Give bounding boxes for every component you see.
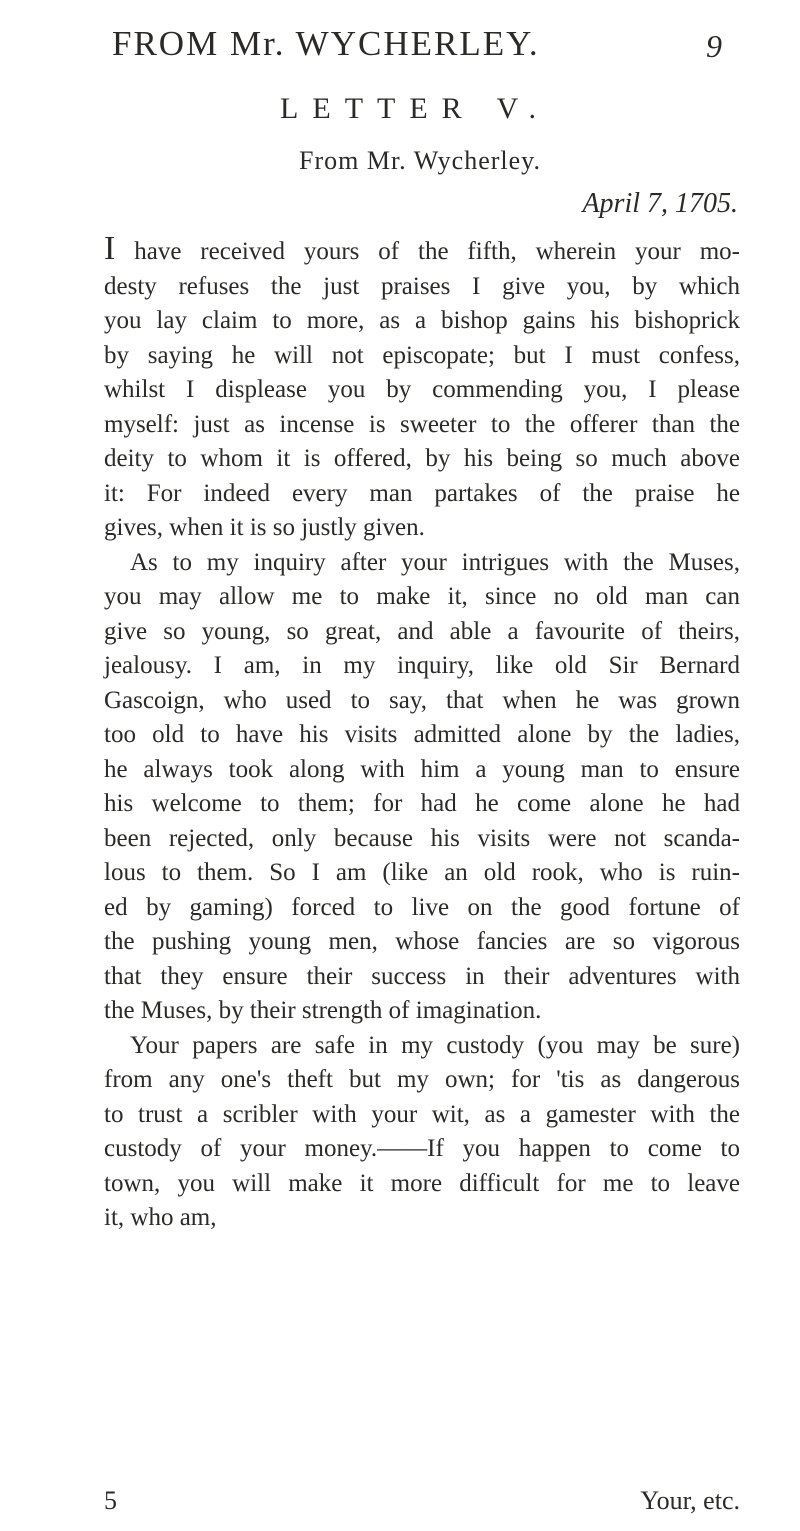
text-line: the Muses, by their strength of imagination.	[104, 997, 542, 1024]
text-line: desty refuses the just praises I give you, by which	[104, 272, 740, 300]
text-line: give so young, so great, and able a favourite of theirs,	[104, 617, 740, 645]
text-line: Your papers are safe in my custody (you may be sure)	[130, 1031, 740, 1059]
text-line: you lay claim to more, as a bishop gains his bishoprick	[104, 307, 740, 334]
letter-date: April 7, 1705.	[582, 188, 738, 219]
signature-mark: 5	[104, 1486, 117, 1515]
text-line: lous to them. So I am (like an old rook, who is ruin-	[104, 859, 740, 886]
text-line: it, who am,	[104, 1204, 217, 1231]
text-line: jealousy. I am, in my inquiry, like old Sir Bernard	[104, 652, 740, 679]
letter-body	[104, 232, 740, 1236]
text-line: gives, when it is so justly given.	[104, 514, 425, 541]
text-line: myself: just as incense is sweeter to the offerer than the	[104, 410, 740, 438]
text-line	[104, 232, 740, 270]
text-line: to trust a scribler with your wit, as a gamester with the	[104, 1100, 740, 1128]
text-line: deity to whom it is offered, by his being so much above	[104, 445, 740, 472]
text-line: from any one's theft but my own; for 'tis as dangerous	[104, 1066, 740, 1093]
text-line: the pushing young men, whose fancies are so vigorous	[104, 928, 740, 955]
drop-cap: I	[104, 230, 116, 267]
text-line: ed by gaming) forced to live on the good fortune of	[104, 893, 740, 921]
letter-from-line: From Mr. Wycherley.	[298, 146, 541, 175]
text-line: his welcome to them; for had he come alone he had	[104, 790, 740, 817]
text-line: town, you will make it more difficult for me to leave	[104, 1169, 740, 1197]
text-line: As to my inquiry after your intrigues with the Muses,	[130, 548, 740, 576]
text-line: that they ensure their success in their adventures with	[104, 962, 740, 990]
text-line: by saying he will not episcopate; but I must confess,	[104, 341, 740, 369]
text-line: too old to have his visits admitted alone by the ladies,	[104, 721, 740, 748]
running-head: FROM Mr. WYCHERLEY.	[112, 24, 540, 63]
text-line: whilst I displease you by commending you, I please	[104, 376, 740, 403]
page-number: 9	[706, 28, 722, 64]
letter-closing: Your, etc.	[640, 1486, 740, 1515]
text-line: you may allow me to make it, since no old man can	[104, 583, 740, 610]
text-line: Gascoign, who used to say, that when he was grown	[104, 686, 740, 714]
text-line: been rejected, only because his visits were not scanda-	[104, 824, 740, 852]
text-line: it: For indeed every man partakes of the praise he	[104, 479, 740, 507]
text-line-content: have received yours of the fifth, wherein your mo-	[134, 238, 740, 265]
text-line: custody of your money.——If you happen to come to	[104, 1135, 740, 1162]
text-line: he always took along with him a young man to ensure	[104, 755, 740, 783]
letter-heading: LETTER V.	[280, 92, 550, 125]
